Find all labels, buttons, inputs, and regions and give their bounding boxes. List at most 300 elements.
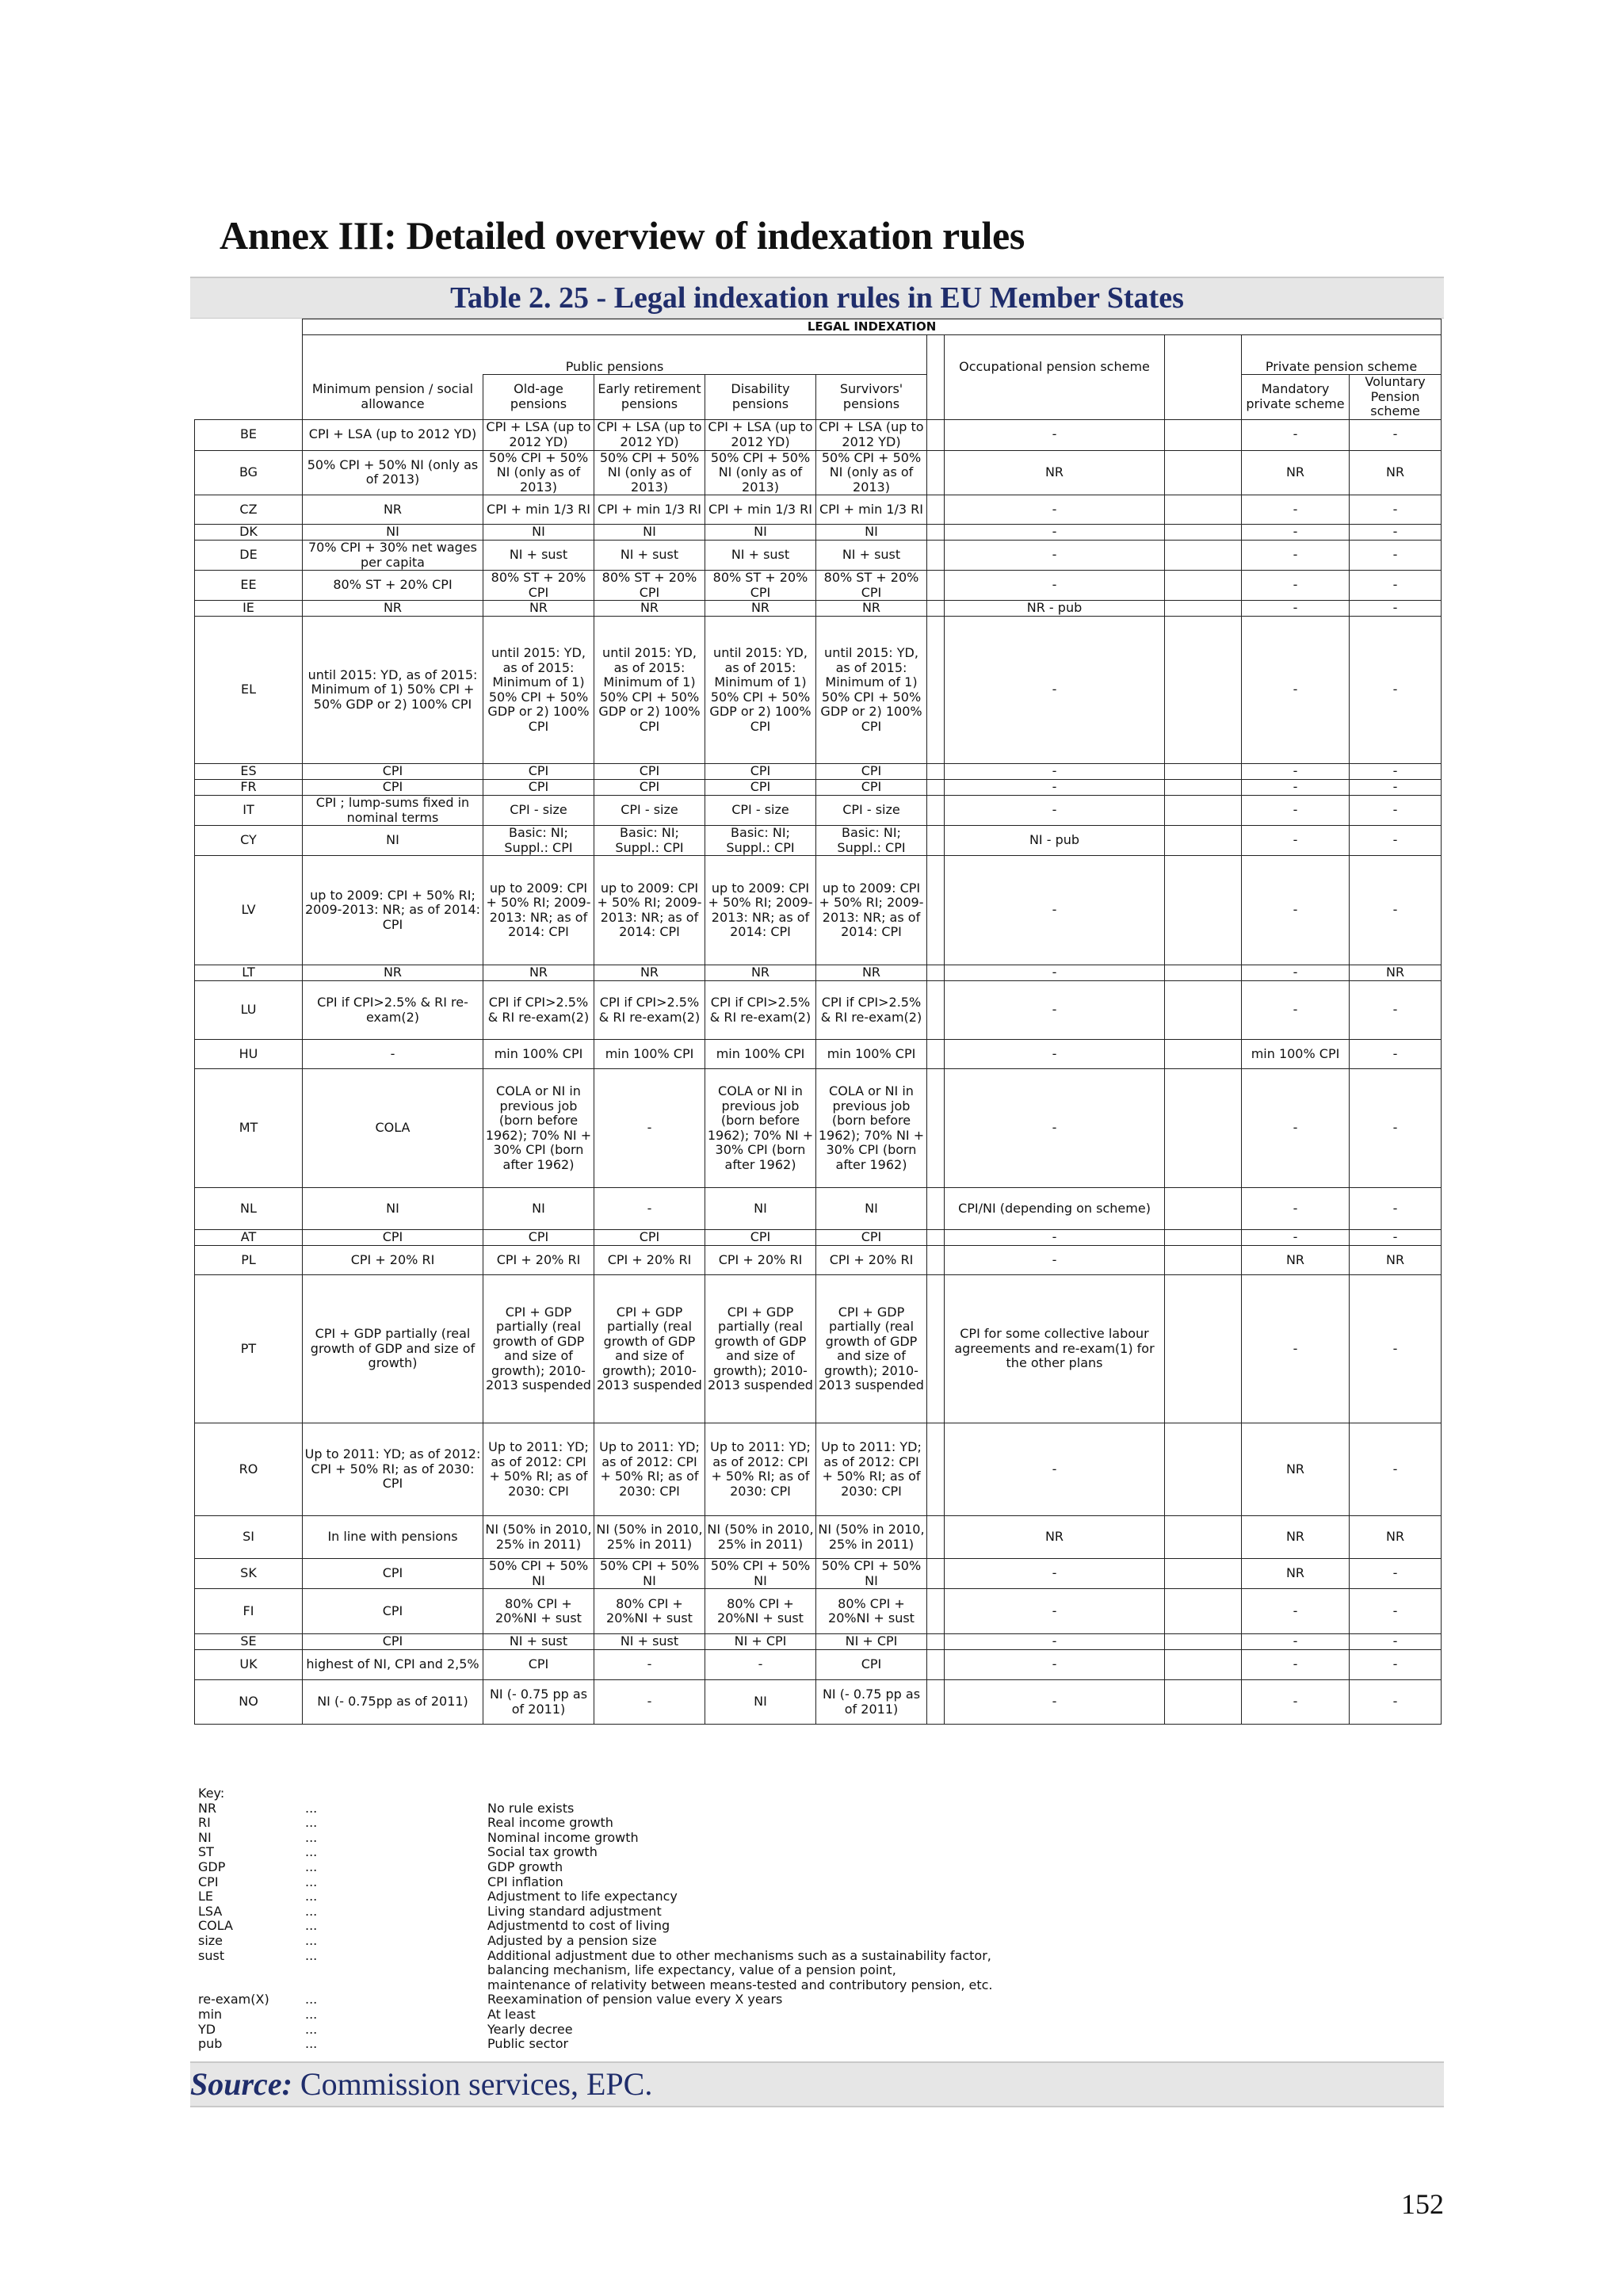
key-desc: Real income growth bbox=[487, 1815, 613, 1831]
occupational-cell: NR - pub bbox=[945, 601, 1165, 617]
min-pension-cell: Up to 2011: YD; as of 2012: CPI + 50% RI; as of 2030: CPI bbox=[303, 1423, 483, 1516]
spacer-cell bbox=[927, 1275, 945, 1423]
voluntary-header: Voluntary Pension scheme bbox=[1350, 375, 1442, 420]
spacer-cell bbox=[927, 450, 945, 495]
mandatory-cell: NR bbox=[1242, 1423, 1350, 1516]
country-code: LT bbox=[195, 965, 303, 981]
key-item bbox=[198, 2037, 1359, 2052]
key-abbr: LE bbox=[198, 1889, 214, 1904]
spacer-cell bbox=[927, 525, 945, 541]
spacer-cell bbox=[1165, 1246, 1242, 1275]
occupational-cell: - bbox=[945, 495, 1165, 525]
indexation-table bbox=[194, 319, 1442, 1725]
mandatory-cell: - bbox=[1242, 1650, 1350, 1680]
early-cell: 80% ST + 20% CPI bbox=[594, 571, 705, 601]
key-abbr: NR bbox=[198, 1800, 217, 1816]
table-row bbox=[195, 601, 1442, 617]
page-number: 152 bbox=[1401, 2188, 1444, 2220]
old-age-cell: CPI + GDP partially (real growth of GDP and size of growth); 2010-2013 suspended bbox=[483, 1275, 594, 1423]
spacer-cell bbox=[927, 1069, 945, 1188]
country-code: CY bbox=[195, 826, 303, 856]
survivors-cell: CPI if CPI>2.5% & RI re-exam(2) bbox=[816, 981, 927, 1040]
spacer-cell bbox=[1165, 1069, 1242, 1188]
early-cell: up to 2009: CPI + 50% RI; 2009-2013: NR; as of 2014: CPI bbox=[594, 856, 705, 965]
min-pension-cell: CPI bbox=[303, 1589, 483, 1634]
key-dots: ... bbox=[305, 1918, 318, 1934]
key-abbr: NI bbox=[198, 1829, 212, 1845]
spacer-cell bbox=[1165, 1230, 1242, 1246]
key-item bbox=[198, 1934, 1359, 1949]
old-age-cell: NR bbox=[483, 965, 594, 981]
old-age-cell: NI (50% in 2010, 25% in 2011) bbox=[483, 1516, 594, 1559]
early-cell: NR bbox=[594, 965, 705, 981]
country-code: SK bbox=[195, 1559, 303, 1589]
spacer-cell bbox=[1165, 419, 1242, 450]
spacer-cell bbox=[1165, 495, 1242, 525]
min-pension-cell: CPI if CPI>2.5% & RI re-exam(2) bbox=[303, 981, 483, 1040]
country-code: LU bbox=[195, 981, 303, 1040]
disability-cell: CPI + LSA (up to 2012 YD) bbox=[705, 419, 816, 450]
country-code: BE bbox=[195, 419, 303, 450]
key-desc: Adjustment to life expectancy bbox=[487, 1889, 678, 1904]
mandatory-cell: - bbox=[1242, 1230, 1350, 1246]
survivors-cell: 80% CPI + 20%NI + sust bbox=[816, 1589, 927, 1634]
old-age-cell: CPI bbox=[483, 1650, 594, 1680]
key-item bbox=[198, 1978, 1359, 1993]
occupational-cell: - bbox=[945, 1069, 1165, 1188]
key-desc: Social tax growth bbox=[487, 1844, 598, 1860]
survivors-cell: CPI bbox=[816, 1230, 927, 1246]
country-code: IE bbox=[195, 601, 303, 617]
early-cell: - bbox=[594, 1650, 705, 1680]
table-row bbox=[195, 1423, 1442, 1516]
min-pension-cell: 70% CPI + 30% net wages per capita bbox=[303, 541, 483, 571]
source-text: Commission services, EPC. bbox=[292, 2066, 653, 2102]
mandatory-cell: - bbox=[1242, 495, 1350, 525]
spacer-cell bbox=[1165, 1188, 1242, 1230]
mandatory-cell: - bbox=[1242, 965, 1350, 981]
key-dots: ... bbox=[305, 1947, 318, 1963]
spacer-sub-2 bbox=[1165, 375, 1242, 420]
key-abbr: CPI bbox=[198, 1874, 219, 1889]
table-row bbox=[195, 981, 1442, 1040]
table-row bbox=[195, 796, 1442, 826]
mandatory-cell: NR bbox=[1242, 1516, 1350, 1559]
spacer-cell bbox=[1165, 856, 1242, 965]
mandatory-cell: - bbox=[1242, 1069, 1350, 1188]
disability-cell: 50% CPI + 50% NI bbox=[705, 1559, 816, 1589]
early-cell: CPI if CPI>2.5% & RI re-exam(2) bbox=[594, 981, 705, 1040]
survivors-cell: CPI bbox=[816, 780, 927, 796]
key-abbr: sust bbox=[198, 1947, 225, 1963]
min-pension-cell: NI bbox=[303, 525, 483, 541]
min-pension-cell: highest of NI, CPI and 2,5% bbox=[303, 1650, 483, 1680]
spacer-cell bbox=[927, 1650, 945, 1680]
spacer-cell bbox=[1165, 1040, 1242, 1069]
early-cell: Up to 2011: YD; as of 2012: CPI + 50% RI; as of 2030: CPI bbox=[594, 1423, 705, 1516]
occupational-cell: - bbox=[945, 1230, 1165, 1246]
spacer-cell bbox=[927, 1230, 945, 1246]
mandatory-cell: - bbox=[1242, 525, 1350, 541]
public-pensions-header: Public pensions bbox=[303, 335, 927, 375]
table-row bbox=[195, 450, 1442, 495]
spacer-cell bbox=[927, 1634, 945, 1650]
min-pension-cell: up to 2009: CPI + 50% RI; 2009-2013: NR; as of 2014: CPI bbox=[303, 856, 483, 965]
old-age-cell: CPI + min 1/3 RI bbox=[483, 495, 594, 525]
min-pension-cell: CPI + LSA (up to 2012 YD) bbox=[303, 419, 483, 450]
disability-cell: COLA or NI in previous job (born before 1962); 70% NI + 30% CPI (born after 1962) bbox=[705, 1069, 816, 1188]
table-row bbox=[195, 1634, 1442, 1650]
occupational-cell: NR bbox=[945, 1516, 1165, 1559]
private-header: Private pension scheme bbox=[1242, 335, 1442, 375]
key-abbr: min bbox=[198, 2006, 223, 2022]
occupational-cell: - bbox=[945, 1680, 1165, 1725]
key-item bbox=[198, 2008, 1359, 2023]
spacer-cell bbox=[927, 1246, 945, 1275]
occupational-cell: - bbox=[945, 965, 1165, 981]
disability-cell: CPI + 20% RI bbox=[705, 1246, 816, 1275]
early-cell: 80% CPI + 20%NI + sust bbox=[594, 1589, 705, 1634]
disability-cell: - bbox=[705, 1650, 816, 1680]
mandatory-cell: - bbox=[1242, 1188, 1350, 1230]
spacer-cell bbox=[927, 1040, 945, 1069]
key-dots: ... bbox=[305, 1829, 318, 1845]
key-item bbox=[198, 1831, 1359, 1846]
early-header: Early retirement pensions bbox=[594, 375, 705, 420]
key-desc: balancing mechanism, life expectancy, value of a pension point, bbox=[487, 1962, 896, 1978]
mandatory-cell: NR bbox=[1242, 1559, 1350, 1589]
early-cell: NR bbox=[594, 601, 705, 617]
survivors-cell: CPI bbox=[816, 1650, 927, 1680]
survivors-cell: until 2015: YD, as of 2015: Minimum of 1) 50% CPI + 50% GDP or 2) 100% CPI bbox=[816, 617, 927, 764]
key-dots: ... bbox=[305, 1874, 318, 1889]
key-dots: ... bbox=[305, 1800, 318, 1816]
voluntary-cell: - bbox=[1350, 764, 1442, 780]
mandatory-cell: - bbox=[1242, 1680, 1350, 1725]
table-row bbox=[195, 826, 1442, 856]
disability-cell: until 2015: YD, as of 2015: Minimum of 1) 50% CPI + 50% GDP or 2) 100% CPI bbox=[705, 617, 816, 764]
mandatory-header: Mandatory private scheme bbox=[1242, 375, 1350, 420]
spacer-cell bbox=[1165, 1516, 1242, 1559]
source-bar bbox=[190, 2061, 1444, 2107]
country-code: CZ bbox=[195, 495, 303, 525]
table-row bbox=[195, 856, 1442, 965]
mandatory-cell: - bbox=[1242, 1634, 1350, 1650]
key-desc: Additional adjustment due to other mechanisms such as a sustainability factor, bbox=[487, 1947, 991, 1963]
voluntary-cell: - bbox=[1350, 1188, 1442, 1230]
old-age-cell: up to 2009: CPI + 50% RI; 2009-2013: NR; as of 2014: CPI bbox=[483, 856, 594, 965]
spacer-cell bbox=[1165, 1275, 1242, 1423]
min-pension-cell: In line with pensions bbox=[303, 1516, 483, 1559]
survivors-cell: NR bbox=[816, 965, 927, 981]
survivors-cell: 80% ST + 20% CPI bbox=[816, 571, 927, 601]
early-cell: CPI bbox=[594, 780, 705, 796]
key-item bbox=[198, 1860, 1359, 1875]
occupational-cell: - bbox=[945, 1559, 1165, 1589]
early-cell: NI (50% in 2010, 25% in 2011) bbox=[594, 1516, 705, 1559]
voluntary-cell: - bbox=[1350, 419, 1442, 450]
mandatory-cell: - bbox=[1242, 796, 1350, 826]
early-cell: CPI + LSA (up to 2012 YD) bbox=[594, 419, 705, 450]
voluntary-cell: - bbox=[1350, 1589, 1442, 1634]
occupational-cell: - bbox=[945, 419, 1165, 450]
occupational-cell: - bbox=[945, 617, 1165, 764]
old-age-cell: COLA or NI in previous job (born before 1962); 70% NI + 30% CPI (born after 1962) bbox=[483, 1069, 594, 1188]
occupational-header: Occupational pension scheme bbox=[945, 335, 1165, 375]
mandatory-cell: - bbox=[1242, 1589, 1350, 1634]
voluntary-cell: - bbox=[1350, 1559, 1442, 1589]
min-pension-cell: CPI bbox=[303, 1559, 483, 1589]
country-code: HU bbox=[195, 1040, 303, 1069]
key-desc: maintenance of relativity between means-tested and contributory pension, etc. bbox=[487, 1977, 993, 1992]
mandatory-cell: - bbox=[1242, 571, 1350, 601]
old-age-cell: 80% ST + 20% CPI bbox=[483, 571, 594, 601]
key-desc: Adjusted by a pension size bbox=[487, 1932, 657, 1948]
table-row bbox=[195, 1650, 1442, 1680]
old-age-cell: CPI bbox=[483, 1230, 594, 1246]
spacer-cell bbox=[1165, 571, 1242, 601]
min-pension-cell: until 2015: YD, as of 2015: Minimum of 1) 50% CPI + 50% GDP or 2) 100% CPI bbox=[303, 617, 483, 764]
old-age-cell: NI + sust bbox=[483, 1634, 594, 1650]
early-cell: - bbox=[594, 1188, 705, 1230]
mandatory-cell: - bbox=[1242, 826, 1350, 856]
spacer-cell bbox=[927, 764, 945, 780]
country-code: PL bbox=[195, 1246, 303, 1275]
disability-cell: NI bbox=[705, 1680, 816, 1725]
old-age-cell: 50% CPI + 50% NI (only as of 2013) bbox=[483, 450, 594, 495]
country-code: NL bbox=[195, 1188, 303, 1230]
spacer-cell bbox=[927, 856, 945, 965]
survivors-cell: Basic: NI; Suppl.: CPI bbox=[816, 826, 927, 856]
spacer-cell bbox=[1165, 1559, 1242, 1589]
disability-cell: CPI if CPI>2.5% & RI re-exam(2) bbox=[705, 981, 816, 1040]
key-item bbox=[198, 1949, 1359, 1964]
occupational-cell: - bbox=[945, 1246, 1165, 1275]
page-heading: Annex III: Detailed overview of indexation rules bbox=[220, 213, 1025, 258]
country-code: PT bbox=[195, 1275, 303, 1423]
early-cell: 50% CPI + 50% NI (only as of 2013) bbox=[594, 450, 705, 495]
country-code: ES bbox=[195, 764, 303, 780]
country-code: AT bbox=[195, 1230, 303, 1246]
country-code: EL bbox=[195, 617, 303, 764]
survivors-cell: NI bbox=[816, 525, 927, 541]
occupational-cell: - bbox=[945, 764, 1165, 780]
spacer-cell bbox=[927, 1516, 945, 1559]
corner-blank bbox=[195, 319, 303, 420]
mandatory-cell: - bbox=[1242, 856, 1350, 965]
key-item bbox=[198, 1992, 1359, 2008]
mandatory-cell: - bbox=[1242, 764, 1350, 780]
spacer-cell bbox=[927, 796, 945, 826]
spacer-cell bbox=[1165, 796, 1242, 826]
key-dots bbox=[305, 1963, 487, 1978]
old-age-cell: NI bbox=[483, 1188, 594, 1230]
min-pension-cell: CPI + GDP partially (real growth of GDP and size of growth) bbox=[303, 1275, 483, 1423]
key-item bbox=[198, 1889, 1359, 1904]
spacer-cell bbox=[927, 1423, 945, 1516]
disability-cell: NI bbox=[705, 525, 816, 541]
survivors-cell: NI (- 0.75 pp as of 2011) bbox=[816, 1680, 927, 1725]
early-cell: CPI - size bbox=[594, 796, 705, 826]
table-row bbox=[195, 571, 1442, 601]
survivors-cell: CPI + 20% RI bbox=[816, 1246, 927, 1275]
key-dots: ... bbox=[305, 1992, 318, 2008]
voluntary-cell: - bbox=[1350, 541, 1442, 571]
key-dots: ... bbox=[305, 1903, 318, 1919]
spacer-cell bbox=[1165, 450, 1242, 495]
min-pension-cell: NR bbox=[303, 601, 483, 617]
early-cell: CPI bbox=[594, 1230, 705, 1246]
early-cell: until 2015: YD, as of 2015: Minimum of 1) 50% CPI + 50% GDP or 2) 100% CPI bbox=[594, 617, 705, 764]
key-legend bbox=[198, 1786, 1359, 2052]
spacer-cell bbox=[1165, 981, 1242, 1040]
early-cell: NI + sust bbox=[594, 1634, 705, 1650]
voluntary-cell: - bbox=[1350, 1650, 1442, 1680]
occupational-cell: - bbox=[945, 1423, 1165, 1516]
occupational-cell: CPI for some collective labour agreements and re-exam(1) for the other plans bbox=[945, 1275, 1165, 1423]
table-row bbox=[195, 495, 1442, 525]
voluntary-cell: - bbox=[1350, 856, 1442, 965]
mandatory-cell: - bbox=[1242, 1275, 1350, 1423]
old-age-cell: NI + sust bbox=[483, 541, 594, 571]
min-pension-cell: CPI bbox=[303, 1230, 483, 1246]
disability-cell: 80% ST + 20% CPI bbox=[705, 571, 816, 601]
old-age-cell: until 2015: YD, as of 2015: Minimum of 1) 50% CPI + 50% GDP or 2) 100% CPI bbox=[483, 617, 594, 764]
mandatory-cell: min 100% CPI bbox=[1242, 1040, 1350, 1069]
old-age-cell: NI (- 0.75 pp as of 2011) bbox=[483, 1680, 594, 1725]
mandatory-cell: - bbox=[1242, 419, 1350, 450]
survivors-cell: min 100% CPI bbox=[816, 1040, 927, 1069]
early-cell: CPI + GDP partially (real growth of GDP and size of growth); 2010-2013 suspended bbox=[594, 1275, 705, 1423]
key-abbr: GDP bbox=[198, 1859, 226, 1874]
disability-cell: NI (50% in 2010, 25% in 2011) bbox=[705, 1516, 816, 1559]
spacer-cell bbox=[927, 826, 945, 856]
key-desc: Reexamination of pension value every X years bbox=[487, 1992, 783, 2008]
key-item bbox=[198, 1904, 1359, 1920]
old-age-cell: CPI - size bbox=[483, 796, 594, 826]
voluntary-cell: NR bbox=[1350, 1246, 1442, 1275]
old-age-cell: CPI bbox=[483, 780, 594, 796]
legal-indexation-header: LEGAL INDEXATION bbox=[303, 319, 1442, 335]
occupational-cell: - bbox=[945, 541, 1165, 571]
early-cell: 50% CPI + 50% NI bbox=[594, 1559, 705, 1589]
occupational-cell: - bbox=[945, 1634, 1165, 1650]
key-item bbox=[198, 1801, 1359, 1817]
disability-cell: CPI bbox=[705, 780, 816, 796]
key-abbr: COLA bbox=[198, 1918, 233, 1934]
spacer-cell bbox=[1165, 601, 1242, 617]
old-age-cell: 80% CPI + 20%NI + sust bbox=[483, 1589, 594, 1634]
old-age-cell: CPI if CPI>2.5% & RI re-exam(2) bbox=[483, 981, 594, 1040]
spacer-cell bbox=[927, 1559, 945, 1589]
occupational-cell: - bbox=[945, 981, 1165, 1040]
survivors-cell: NI bbox=[816, 1188, 927, 1230]
min-pension-cell: CPI bbox=[303, 780, 483, 796]
spacer-cell bbox=[927, 541, 945, 571]
early-cell: CPI + 20% RI bbox=[594, 1246, 705, 1275]
country-code: DK bbox=[195, 525, 303, 541]
spacer-header bbox=[927, 335, 945, 375]
key-dots: ... bbox=[305, 1844, 318, 1860]
mandatory-cell: NR bbox=[1242, 450, 1350, 495]
survivors-cell: CPI - size bbox=[816, 796, 927, 826]
voluntary-cell: NR bbox=[1350, 1516, 1442, 1559]
early-cell: - bbox=[594, 1680, 705, 1725]
survivors-header: Survivors' pensions bbox=[816, 375, 927, 420]
country-code: EE bbox=[195, 571, 303, 601]
country-code: MT bbox=[195, 1069, 303, 1188]
min-pension-cell: NI (- 0.75pp as of 2011) bbox=[303, 1680, 483, 1725]
disability-cell: Up to 2011: YD; as of 2012: CPI + 50% RI; as of 2030: CPI bbox=[705, 1423, 816, 1516]
key-abbr: pub bbox=[198, 2036, 223, 2052]
key-item bbox=[198, 1816, 1359, 1831]
min-pension-cell: CPI + 20% RI bbox=[303, 1246, 483, 1275]
survivors-cell: NI + CPI bbox=[816, 1634, 927, 1650]
early-cell: NI bbox=[594, 525, 705, 541]
disability-cell: 50% CPI + 50% NI (only as of 2013) bbox=[705, 450, 816, 495]
spacer-cell bbox=[1165, 1650, 1242, 1680]
key-abbr: size bbox=[198, 1932, 223, 1948]
key-item bbox=[198, 1875, 1359, 1890]
table-row bbox=[195, 764, 1442, 780]
min-pension-cell: CPI bbox=[303, 1634, 483, 1650]
min-pension-header: Minimum pension / social allowance bbox=[303, 375, 483, 420]
table-row bbox=[195, 1589, 1442, 1634]
country-code: IT bbox=[195, 796, 303, 826]
survivors-cell: 50% CPI + 50% NI (only as of 2013) bbox=[816, 450, 927, 495]
early-cell: CPI + min 1/3 RI bbox=[594, 495, 705, 525]
key-dots: ... bbox=[305, 2021, 318, 2037]
occupational-cell: - bbox=[945, 796, 1165, 826]
early-cell: CPI bbox=[594, 764, 705, 780]
spacer-cell bbox=[1165, 764, 1242, 780]
survivors-cell: CPI + LSA (up to 2012 YD) bbox=[816, 419, 927, 450]
old-age-header: Old-age pensions bbox=[483, 375, 594, 420]
table-row bbox=[195, 1230, 1442, 1246]
spacer-cell bbox=[927, 1680, 945, 1725]
spacer-cell bbox=[927, 965, 945, 981]
spacer-cell bbox=[927, 780, 945, 796]
occupational-cell: - bbox=[945, 1650, 1165, 1680]
occupational-cell: NI - pub bbox=[945, 826, 1165, 856]
min-pension-cell: 80% ST + 20% CPI bbox=[303, 571, 483, 601]
min-pension-cell: NI bbox=[303, 1188, 483, 1230]
key-desc: CPI inflation bbox=[487, 1874, 563, 1889]
table-row bbox=[195, 1275, 1442, 1423]
spacer-cell bbox=[927, 1188, 945, 1230]
survivors-cell: COLA or NI in previous job (born before 1962); 70% NI + 30% CPI (born after 1962) bbox=[816, 1069, 927, 1188]
occupational-cell: - bbox=[945, 780, 1165, 796]
spacer-header-2 bbox=[1165, 335, 1242, 375]
key-abbr bbox=[198, 1963, 305, 1978]
mandatory-cell: - bbox=[1242, 541, 1350, 571]
spacer-cell bbox=[1165, 617, 1242, 764]
key-desc: Public sector bbox=[487, 2036, 569, 2052]
voluntary-cell: - bbox=[1350, 796, 1442, 826]
disability-cell: CPI + min 1/3 RI bbox=[705, 495, 816, 525]
mandatory-cell: - bbox=[1242, 780, 1350, 796]
table-title: Table 2. 25 - Legal indexation rules in EU Member States bbox=[450, 281, 1184, 315]
voluntary-cell: - bbox=[1350, 1230, 1442, 1246]
min-pension-cell: CPI ; lump-sums fixed in nominal terms bbox=[303, 796, 483, 826]
key-item bbox=[198, 1919, 1359, 1934]
disability-cell: min 100% CPI bbox=[705, 1040, 816, 1069]
voluntary-cell: - bbox=[1350, 1069, 1442, 1188]
spacer-sub bbox=[927, 375, 945, 420]
disability-cell: Basic: NI; Suppl.: CPI bbox=[705, 826, 816, 856]
table-row bbox=[195, 780, 1442, 796]
country-code: SI bbox=[195, 1516, 303, 1559]
